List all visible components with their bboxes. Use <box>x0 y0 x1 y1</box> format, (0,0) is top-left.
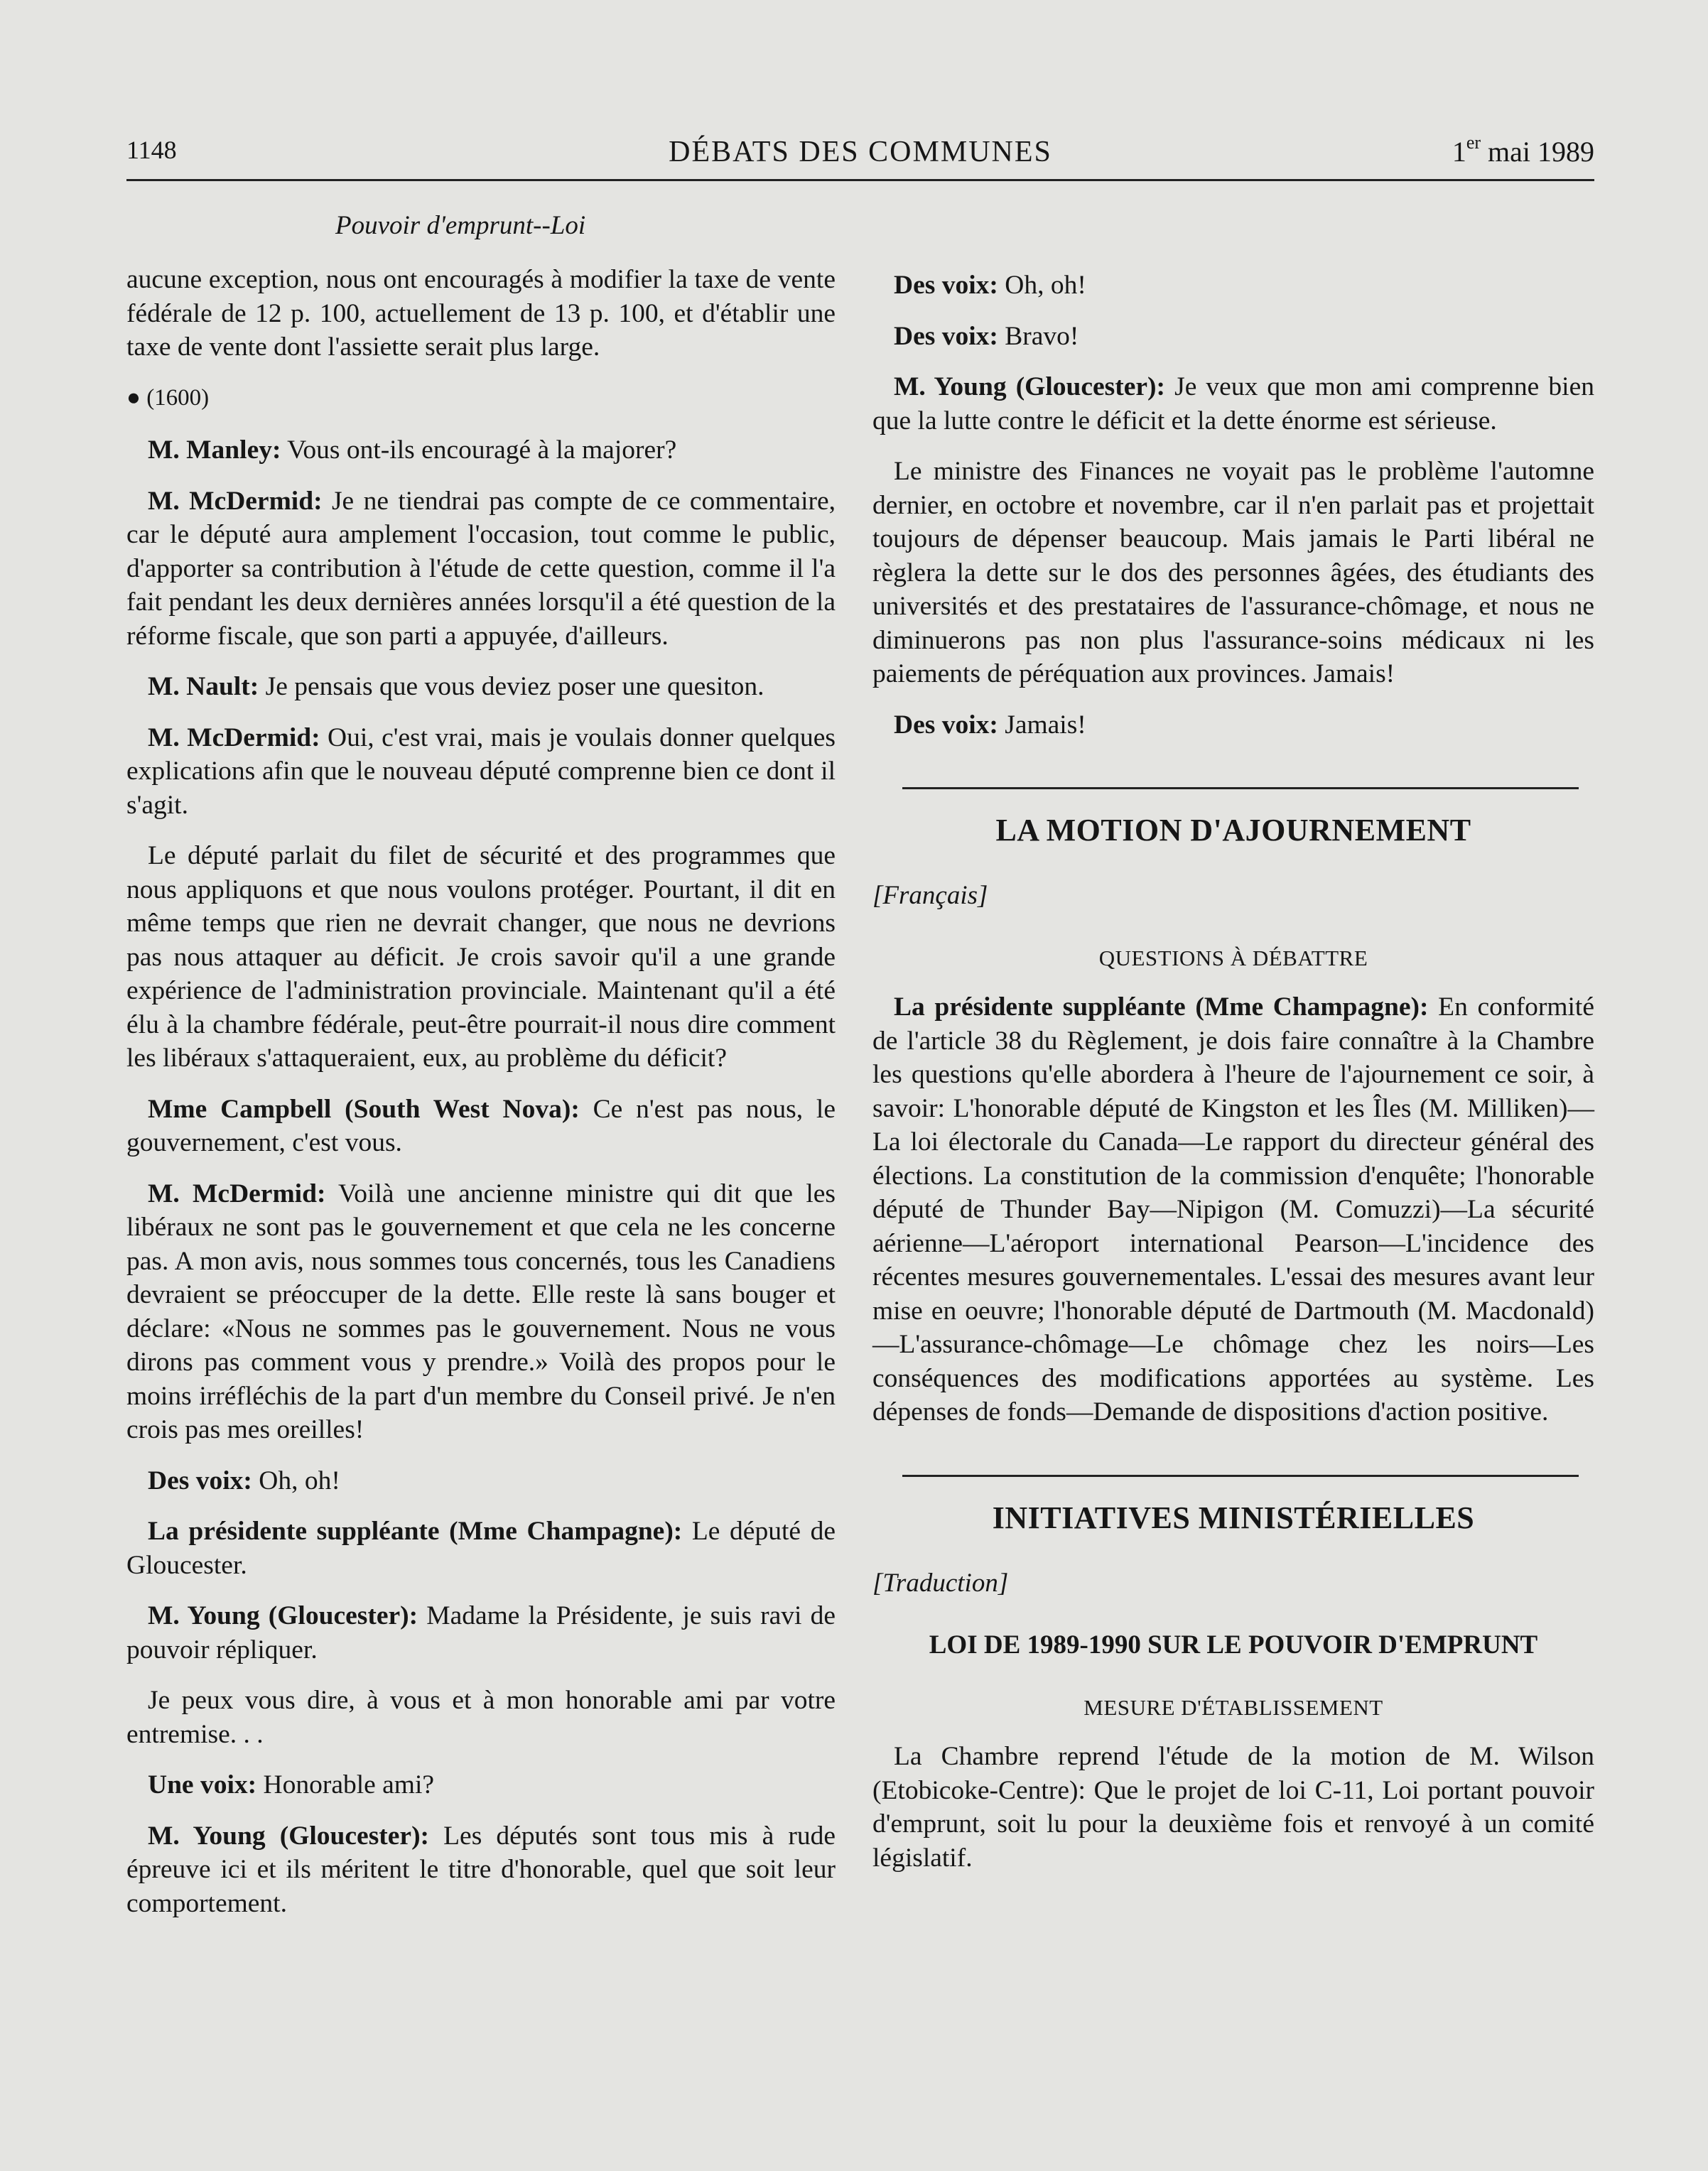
paragraph: aucune exception, nous ont encouragés à modifier la taxe de vente fédérale de 12 p. 100, actuellement de 13 p. 100, et d'établir une taxe de vente dont l'assiette serait plus large. <box>126 265 836 362</box>
speech: M. McDermid: Voilà une ancienne ministre qui dit que les libéraux ne sont pas le gouvernement et que cela ne les concerne pas. A mon avis, nous sommes tous concernés, tous les Canadiens devraient se préoccuper de la dette. Elle reste là sans bouger et déclare: «Nous ne sommes pas le gouvernement. Nous ne vous dirons pas comment vous y prendre.» Voilà des propos pour le moins irréfléchis de la part d'un membre du Conseil privé. Je n'en crois pas mes oreilles! <box>126 1179 836 1444</box>
speaker: M. McDermid: <box>148 1179 326 1208</box>
right-column <box>872 269 1594 1892</box>
running-title: Pouvoir d'emprunt--Loi <box>335 211 586 240</box>
speaker: La présidente suppléante (Mme Champagne): <box>148 1517 683 1546</box>
language-marker: [Traduction] <box>872 1568 1009 1598</box>
subheading: MESURE D'ÉTABLISSEMENT <box>1083 1694 1383 1720</box>
speech: M. Young (Gloucester): Madame la Présidente, je suis ravi de pouvoir répliquer. <box>126 1601 836 1664</box>
section-heading: INITIATIVES MINISTÉRIELLES <box>992 1500 1475 1535</box>
paragraph: Le ministre des Finances ne voyait pas le problème l'automne dernier, en octobre et novembre, car il n'en parlait pas et projettait toujours de dépenser beaucoup. Mais jamais le Parti libéral ne règlera la dette sur le dos des personnes âgées, des étudiants des universités et des prestataires de l'assurance-chômage, et nous ne diminuerons pas non plus l'assurance-soins médicaux ni les paiements de péréquation aux provinces. Jamais! <box>872 457 1594 688</box>
date-superscript: er <box>1466 132 1481 153</box>
section-divider <box>902 787 1579 789</box>
left-column <box>126 263 836 1937</box>
speaker: M. McDermid: <box>148 722 320 752</box>
speaker: M. Manley: <box>148 435 281 465</box>
speech: Mme Campbell (South West Nova): Ce n'est pas nous, le gouvernement, c'est vous. <box>126 1094 836 1157</box>
speech: M. Nault: Je pensais que vous deviez poser une quesiton. <box>148 672 764 701</box>
header-rule <box>126 179 1594 181</box>
date-day: 1 <box>1452 136 1466 168</box>
speaker: Des voix: <box>894 321 998 351</box>
bullet-icon: ● <box>126 384 141 411</box>
subheading: QUESTIONS À DÉBATTRE <box>1098 945 1368 970</box>
speech: Des voix: Oh, oh! <box>148 1466 340 1495</box>
speech: M. Young (Gloucester): Je veux que mon ami comprenne bien que la lutte contre le déficit et la dette énorme est sérieuse. <box>872 372 1594 435</box>
section-divider <box>902 1475 1579 1477</box>
speech: Des voix: Jamais! <box>894 710 1086 740</box>
timestamp: ● (1600) <box>126 384 210 411</box>
speaker: La présidente suppléante (Mme Champagne): <box>894 992 1429 1022</box>
publication-title: DÉBATS DES COMMUNES <box>669 136 1052 168</box>
issue-date <box>1452 132 1594 168</box>
speech: M. Young (Gloucester): Les députés sont tous mis à rude épreuve ici et ils méritent le titre d'honorable, quel que soit leur comportement. <box>126 1821 836 1918</box>
speaker: M. Young (Gloucester): <box>894 372 1166 401</box>
speech: M. McDermid: Oui, c'est vrai, mais je voulais donner quelques explications afin que le nouveau député comprenne bien ce dont il s'agit. <box>126 722 836 820</box>
speech: La présidente suppléante (Mme Champagne): Le député de Gloucester. <box>126 1517 836 1580</box>
speech: M. Manley: Vous ont-ils encouragé à la majorer? <box>148 435 677 465</box>
speaker: Des voix: <box>148 1466 252 1495</box>
language-marker: [Français] <box>872 881 988 910</box>
speaker: Une voix: <box>148 1770 257 1799</box>
page-number: 1148 <box>126 136 177 164</box>
speaker: M. Young (Gloucester): <box>148 1601 418 1630</box>
speech: Une voix: Honorable ami? <box>148 1770 435 1799</box>
page-header <box>126 132 1594 178</box>
speech: Des voix: Bravo! <box>894 321 1079 351</box>
speaker: M. Nault: <box>148 672 259 701</box>
speech: Des voix: Oh, oh! <box>894 271 1086 300</box>
speaker: M. McDermid: <box>148 486 323 516</box>
speech: La présidente suppléante (Mme Champagne): En conformité de l'article 38 du Règlement, je dois faire connaître à la Chambre les questions qu'elle abordera à l'heure de l'ajournement ce soir, à savoir: L'honorable député de Kingston et les Îles (M. Milliken)—La loi électorale du Canada—Le rapport du directeur général des élections. La constitution de la commission d'enquête; l'honorable député de Thunder Bay—Nipigon (M. Comuzzi)—La sécurité aérienne—L'aéroport international Pearson—L'incidence des récentes mesures gouvernementales. L'essai des mesures avant leur mise en oeuvre; l'honorable député de Dartmouth (M. Macdonald)—L'assurance-chômage—Le chômage chez les noirs—Les conséquences des modifications apportées au système. Les dépenses de fonds—Demande de dispositions d'action positive. <box>872 992 1594 1426</box>
paragraph: La Chambre reprend l'étude de la motion de M. Wilson (Etobicoke-Centre): Que le projet de loi C-11, Loi portant pouvoir d'emprunt, soit lu pour la deuxième fois et renvoyé à un comité législatif. <box>872 1742 1594 1873</box>
speaker: M. Young (Gloucester): <box>148 1821 430 1851</box>
paragraph: Le député parlait du filet de sécurité et des programmes que nous appliquons et que nous voulons protéger. Pourtant, il dit en même temps que rien ne devrait changer, que nous ne devrions pas nous attaquer au déficit. Je crois savoir qu'il a une grande expérience de l'administration provinciale. Maintenant qu'il a été élu à la chambre fédérale, peut-être pourrait-il nous dire comment les libéraux s'attaqueraient, eux, au problème du déficit? <box>126 841 836 1073</box>
date-rest: mai 1989 <box>1488 136 1594 168</box>
speaker: Mme Campbell (South West Nova): <box>148 1094 580 1124</box>
speech: M. McDermid: Je ne tiendrai pas compte de ce commentaire, car le député aura amplement l'occasion, tout comme le public, d'apporter sa contribution à l'étude de cette question, comme il l'a fait pendant les deux dernières années lorsqu'il a été question de la réforme fiscale, que son parti a appuyée, d'ailleurs. <box>126 486 836 651</box>
paragraph: Je peux vous dire, à vous et à mon honorable ami par votre entremise. . . <box>126 1686 836 1749</box>
bill-title: LOI DE 1989-1990 SUR LE POUVOIR D'EMPRUNT <box>929 1630 1538 1660</box>
speaker: Des voix: <box>894 710 998 740</box>
speaker: Des voix: <box>894 271 998 300</box>
section-heading: LA MOTION D'AJOURNEMENT <box>995 813 1471 848</box>
